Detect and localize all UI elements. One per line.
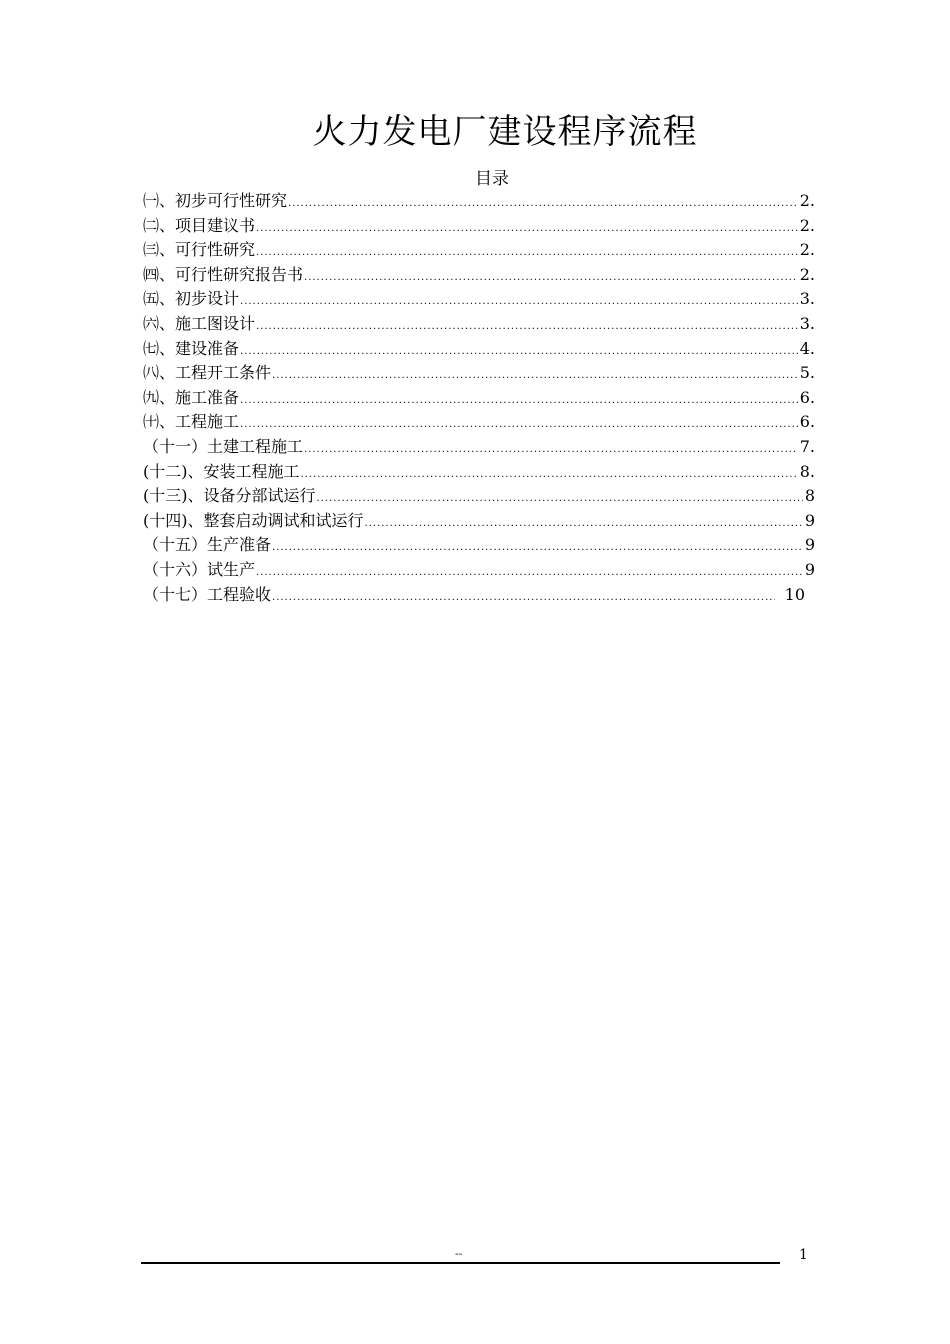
dot-leader xyxy=(256,217,798,242)
toc-entry[interactable] xyxy=(143,410,815,435)
toc-entry-label: ㈢、可行性研究 xyxy=(143,240,256,260)
toc-entry[interactable] xyxy=(143,214,815,239)
toc-entry[interactable] xyxy=(143,263,815,288)
toc-entry-page: 9 xyxy=(804,559,815,579)
toc-entry-page: 10 xyxy=(784,584,805,604)
toc-entry-page: 7. xyxy=(799,436,815,456)
dot-leader xyxy=(256,561,803,586)
dot-leader xyxy=(365,512,803,537)
dot-leader xyxy=(272,536,803,561)
toc-entry[interactable] xyxy=(143,386,815,411)
toc-entry-label: （十七）工程验收 xyxy=(143,584,272,604)
dot-leader xyxy=(240,389,798,414)
footer-page-number: 1 xyxy=(799,1247,808,1263)
toc-entry-label: ㈡、项目建议书 xyxy=(143,215,256,235)
toc-entry-page: 6. xyxy=(799,387,815,407)
dot-leader xyxy=(256,241,798,266)
toc-entry-label: ㈨、施工准备 xyxy=(143,387,240,407)
dot-leader xyxy=(256,315,798,340)
toc-entry-label: （十六）试生产 xyxy=(143,559,256,579)
toc-entry-label: (十三)、设备分部试运行 xyxy=(143,486,316,506)
toc-entry[interactable] xyxy=(143,583,815,608)
document-title: 火力发电厂建设程序流程 xyxy=(312,112,698,152)
dot-leader xyxy=(304,266,798,291)
toc-entry-label: ㈠、初步可行性研究 xyxy=(143,191,288,210)
toc-entry-label: (十二)、安装工程施工 xyxy=(143,461,300,481)
toc-entry-page: 3. xyxy=(799,313,815,333)
toc-entry-page: 2. xyxy=(799,191,815,210)
toc-entry[interactable] xyxy=(143,558,815,583)
toc-entry[interactable] xyxy=(143,533,815,558)
dot-leader xyxy=(240,413,798,438)
toc-entry[interactable] xyxy=(143,509,815,534)
toc-entry-label: （十一）土建工程施工 xyxy=(143,436,304,456)
dot-leader xyxy=(304,438,798,463)
toc-entry-label: ㈣、可行性研究报告书 xyxy=(143,264,304,284)
dot-leader xyxy=(317,487,803,512)
toc-entry-label: ㈩、工程施工 xyxy=(143,412,240,432)
toc-entry-label: （十五）生产准备 xyxy=(143,535,272,555)
toc-entry-page: 9 xyxy=(804,510,815,530)
toc-entry-page: 3. xyxy=(799,289,815,309)
toc-entry-page: 2. xyxy=(799,215,815,235)
dot-leader xyxy=(272,364,798,389)
footer-rule xyxy=(141,1262,780,1264)
dot-leader xyxy=(240,290,798,315)
dot-leader xyxy=(272,586,775,611)
toc-entry-page: 8. xyxy=(799,461,815,481)
toc-entry[interactable] xyxy=(143,287,815,312)
toc-entry-page: 4. xyxy=(799,338,815,358)
toc-entry-page: 2. xyxy=(799,264,815,284)
footer-mark: -- xyxy=(455,1249,463,1260)
dot-leader xyxy=(288,192,798,217)
toc-entry-label: ㈤、初步设计 xyxy=(143,289,240,309)
toc-entry[interactable] xyxy=(143,337,815,362)
toc-entry-page: 8 xyxy=(804,486,815,506)
dot-leader xyxy=(301,463,798,488)
toc-entry-page: 5. xyxy=(799,363,815,383)
toc-entry[interactable] xyxy=(143,435,815,460)
toc-entry[interactable] xyxy=(143,238,815,263)
toc-entry-page: 9 xyxy=(804,535,815,555)
toc-entry-page: 6. xyxy=(799,412,815,432)
toc-heading: 目录 xyxy=(475,169,509,189)
toc-entry-label: (十四)、整套启动调试和试运行 xyxy=(143,510,364,530)
toc-entry-label: ㈥、施工图设计 xyxy=(143,313,256,333)
toc-entry[interactable] xyxy=(143,189,815,214)
toc-entry[interactable] xyxy=(143,460,815,485)
toc-entry[interactable] xyxy=(143,361,815,386)
toc-entry-label: ㈦、建设准备 xyxy=(143,338,240,358)
toc-entry[interactable] xyxy=(143,312,815,337)
toc-entry-label: ㈧、工程开工条件 xyxy=(143,363,272,383)
toc-entry[interactable] xyxy=(143,484,815,509)
toc-entry-page: 2. xyxy=(799,240,815,260)
table-of-contents xyxy=(143,189,815,607)
dot-leader xyxy=(240,340,798,365)
